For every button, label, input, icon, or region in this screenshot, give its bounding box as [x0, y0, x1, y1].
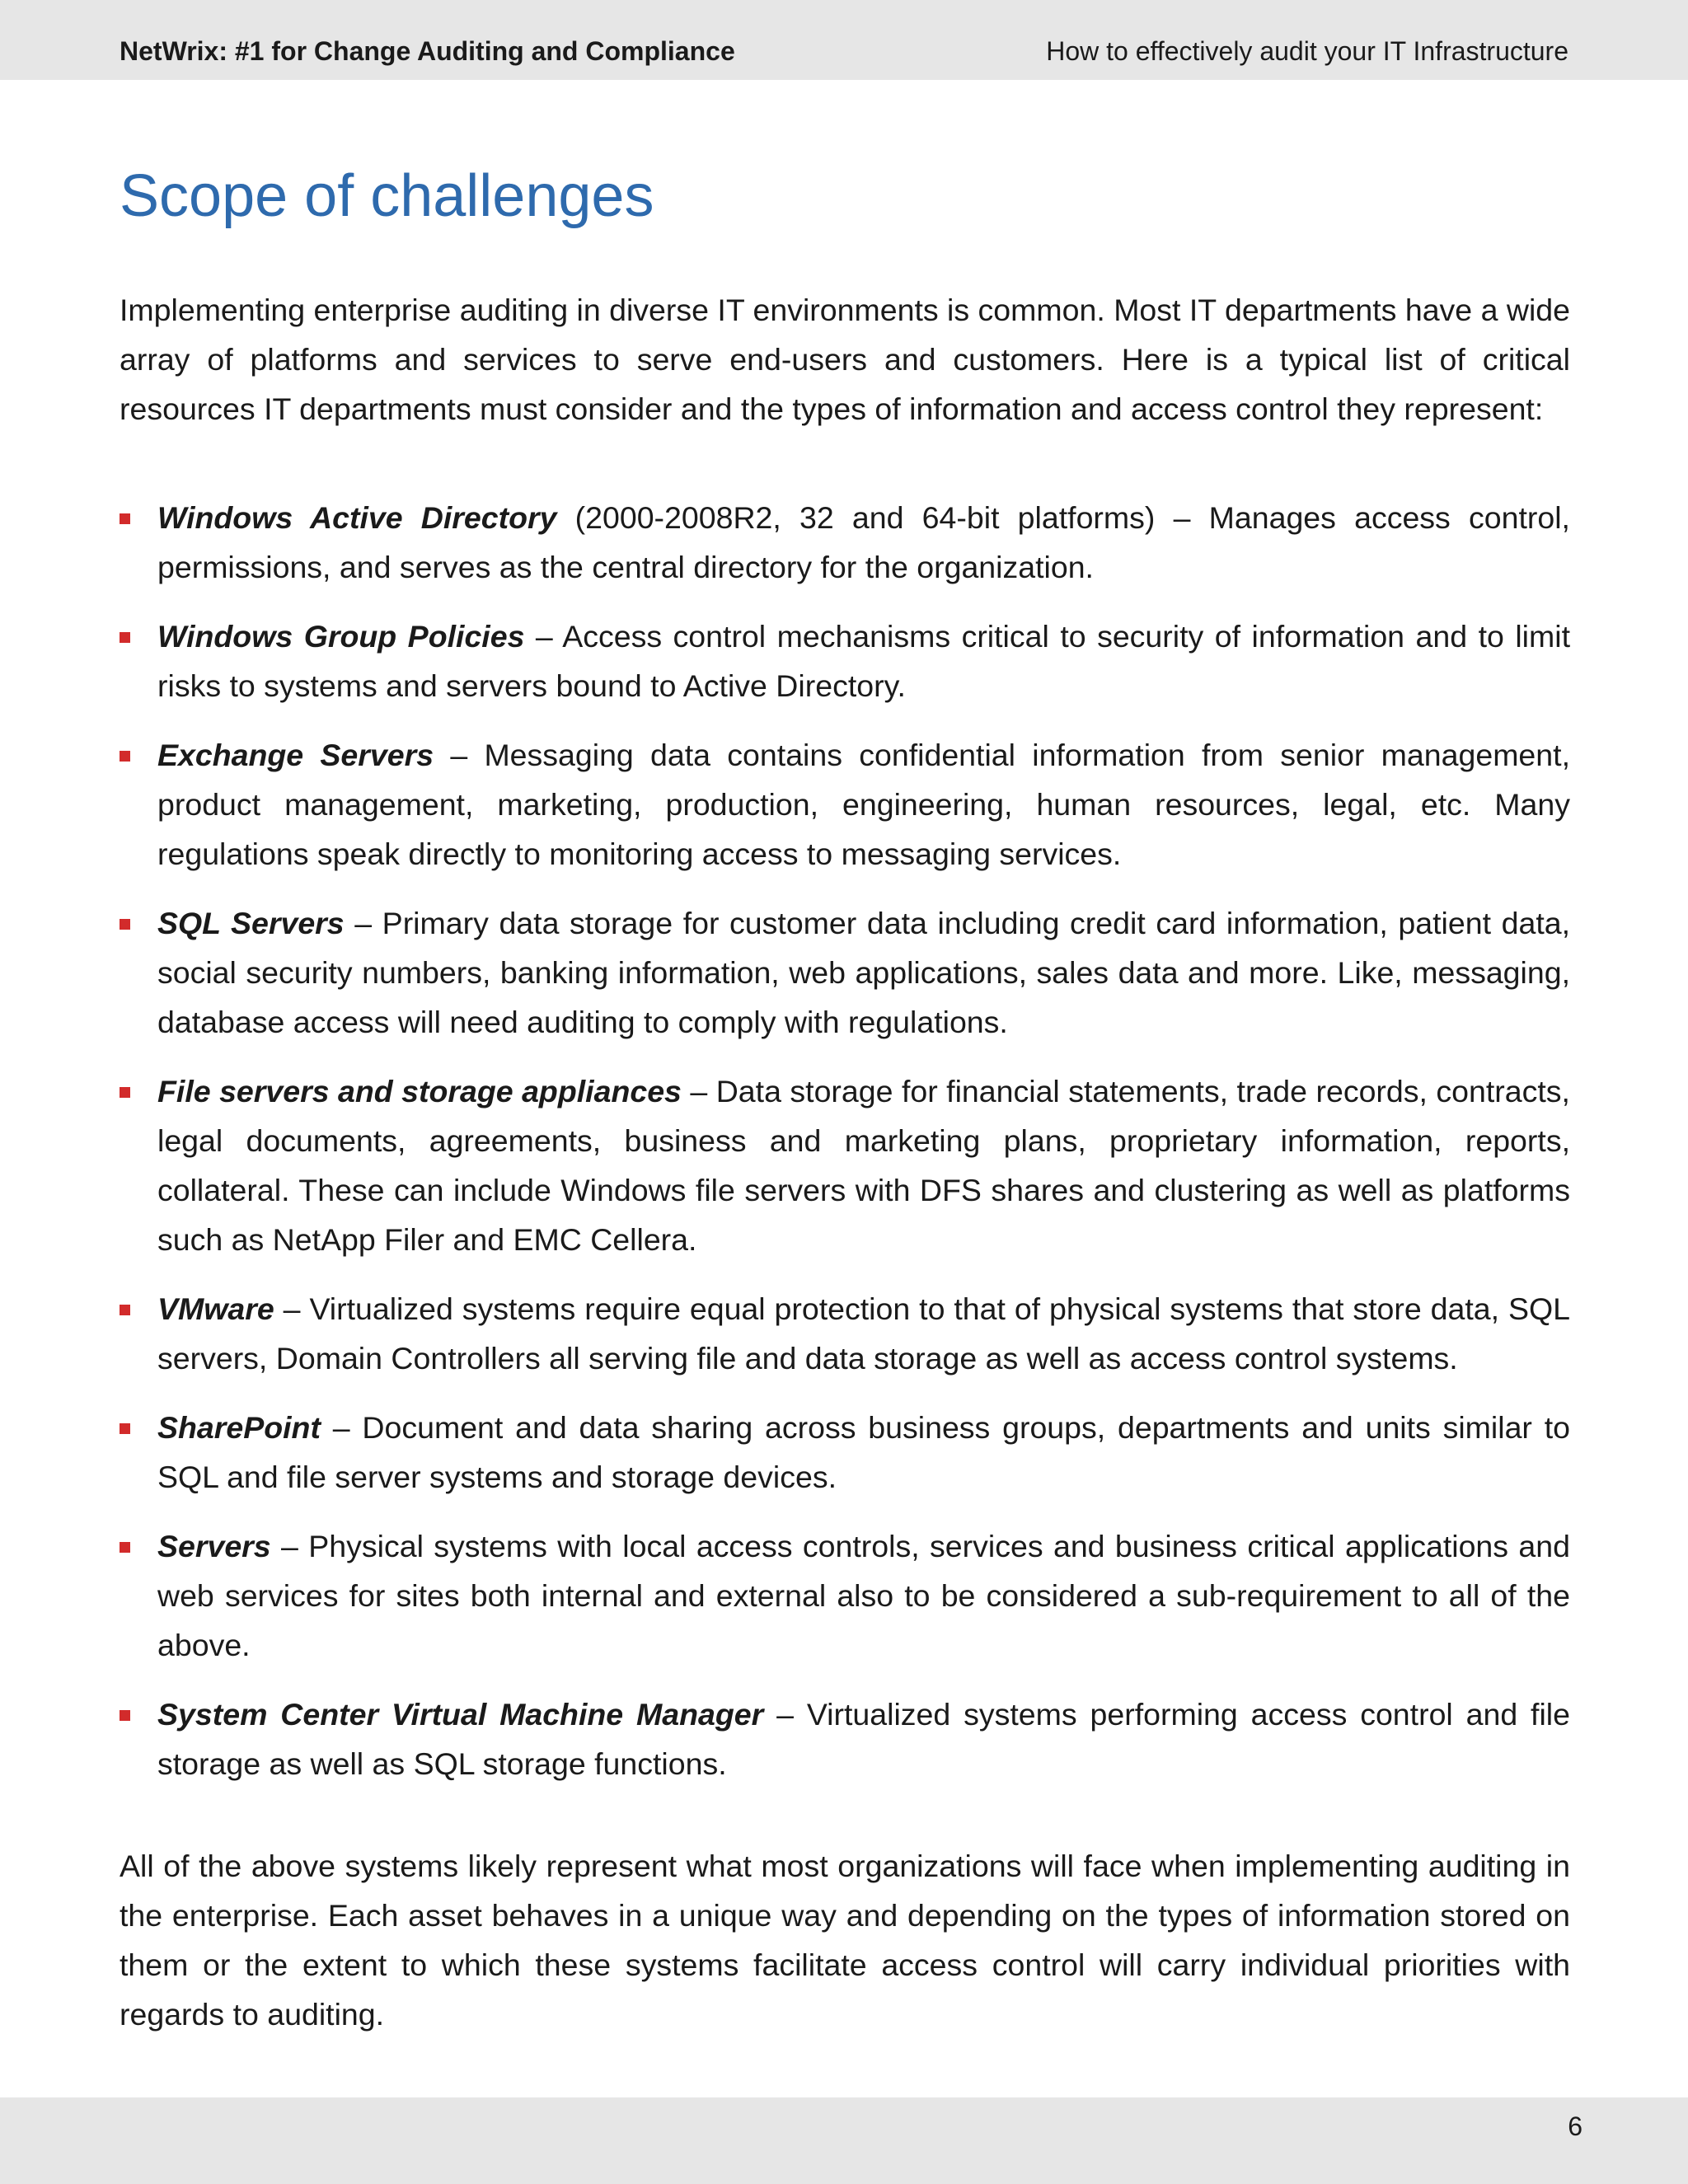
bullet-icon [120, 1087, 130, 1098]
list-item-file-servers [120, 1066, 1570, 1264]
item-description: – Messaging data contains confidential information from senior management, product management, marketing, production, engineering, human resources, legal, etc. Many regulations speak directly to monitoring access to messaging services. [157, 738, 1570, 871]
item-description: (2000-2008R2, 32 and 64-bit platforms) – Manages access control, permissions, and serves as the central directory for the organization. [157, 500, 1570, 584]
page-footer [0, 2097, 1688, 2184]
item-description: – Data storage for financial statements, trade records, contracts, legal documents, agreements, business and marketing plans, proprietary information, reports, collateral. These can include Windows file servers with DFS shares and clustering as well as platforms such as NetApp Filer and EMC Cellera. [157, 1074, 1570, 1257]
intro-paragraph: Implementing enterprise auditing in diverse IT environments is common. Most IT departments have a wide array of platforms and services to serve end-users and customers. Here is a typical list of critical resources IT departments must consider and the types of information and access control they represent: [120, 293, 1570, 426]
item-term: System Center Virtual Machine Manager [157, 1697, 764, 1732]
page-header [0, 0, 1688, 80]
bullet-icon [120, 1542, 130, 1553]
list-item-scvmm [120, 1690, 1570, 1788]
bullet-icon [120, 513, 130, 524]
item-term: File servers and storage appliances [157, 1074, 682, 1108]
resource-list [120, 493, 1570, 1788]
page-title: Scope of challenges [120, 163, 654, 229]
bullet-icon [120, 919, 130, 930]
item-description: – Virtualized systems performing access control and file storage as well as SQL storage functions. [157, 1697, 1570, 1781]
list-item-active-directory [120, 493, 1570, 592]
bullet-icon [120, 1305, 130, 1315]
item-term: SharePoint [157, 1410, 321, 1445]
item-term: Servers [157, 1529, 271, 1563]
item-description: – Document and data sharing across business groups, departments and units similar to SQL and file server systems and storage devices. [157, 1410, 1570, 1494]
item-term: SQL Servers [157, 906, 345, 940]
list-item-exchange-servers [120, 730, 1570, 879]
list-item-servers [120, 1521, 1570, 1670]
page-number: 6 [1568, 2111, 1582, 2141]
list-item-sql-servers [120, 898, 1570, 1047]
bullet-icon [120, 1423, 130, 1434]
page-content [120, 157, 1570, 2039]
item-description: – Access control mechanisms critical to security of information and to limit risks to systems and servers bound to Active Directory. [157, 619, 1570, 703]
item-term: Windows Group Policies [157, 619, 525, 654]
bullet-icon [120, 632, 130, 643]
list-item-vmware [120, 1284, 1570, 1383]
item-term: Exchange Servers [157, 738, 434, 772]
header-document-title: How to effectively audit your IT Infrastructure [1046, 36, 1568, 66]
item-description: – Virtualized systems require equal protection to that of physical systems that store data, SQL servers, Domain Controllers all serving file and data storage as well as access control systems. [157, 1291, 1570, 1376]
item-term: Windows Active Directory [157, 500, 557, 535]
list-item-group-policies [120, 612, 1570, 710]
list-item-sharepoint [120, 1403, 1570, 1502]
item-description: – Primary data storage for customer data including credit card information, patient data, social security numbers, banking information, web applications, sales data and more. Like, messaging, database access will need auditing to comply with regulations. [157, 906, 1571, 1039]
bullet-icon [120, 751, 130, 762]
closing-paragraph: All of the above systems likely represent what most organizations will face when implementing auditing in the enterprise. Each asset behaves in a unique way and depending on the types of information stored on them or the extent to which these systems facilitate access control will carry individual priorities with regards to auditing. [120, 1849, 1570, 2032]
item-term: VMware [157, 1291, 274, 1326]
bullet-icon [120, 1710, 130, 1721]
header-brand-text: NetWrix: #1 for Change Auditing and Compliance [120, 36, 735, 66]
item-description: – Physical systems with local access controls, services and business critical applications and web services for sites both internal and external also to be considered a sub-requirement to all of the above. [157, 1529, 1570, 1662]
